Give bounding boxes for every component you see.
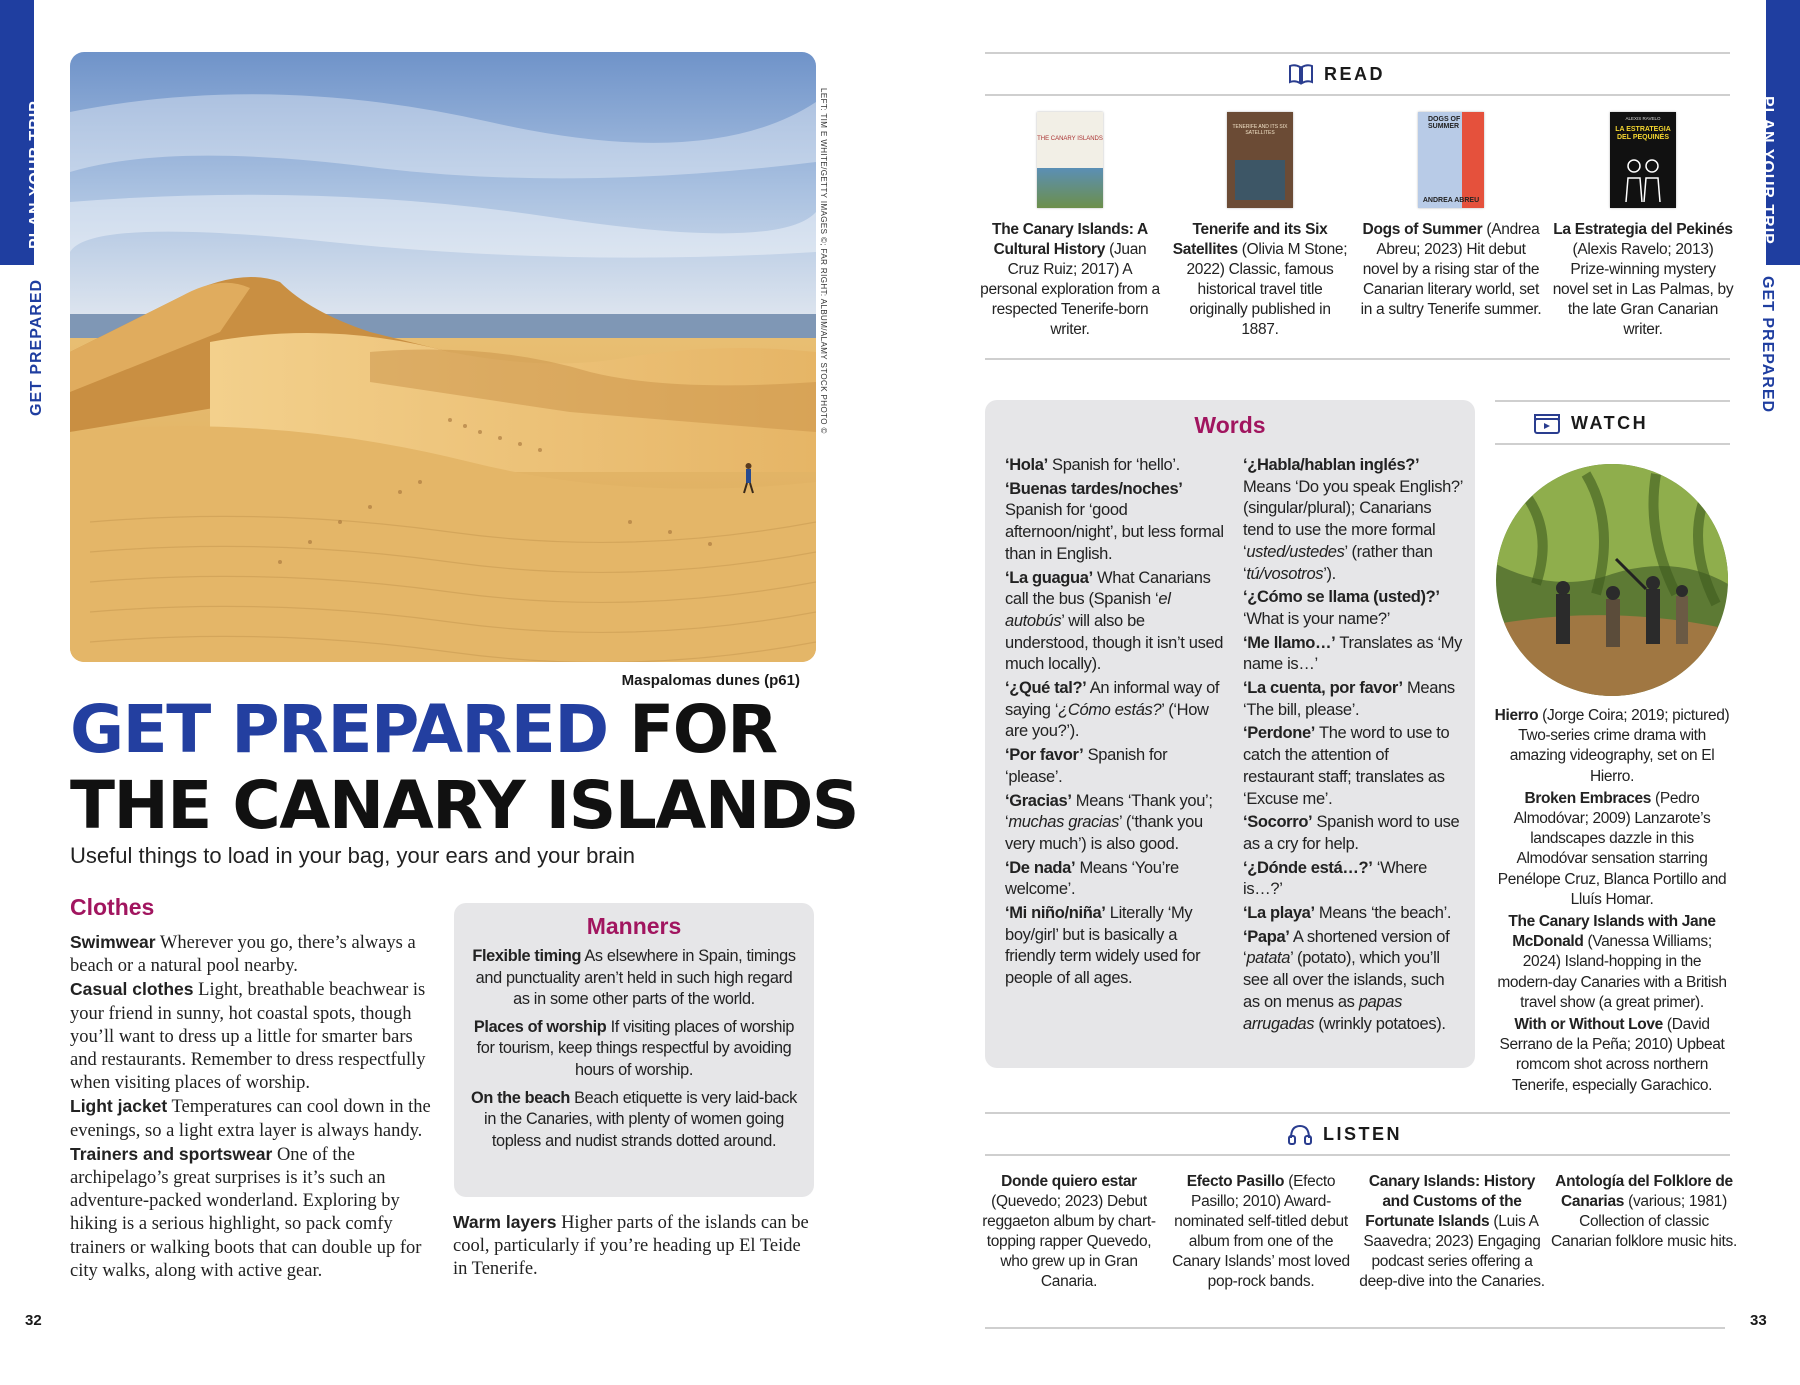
page-number-right: 33 [1750,1312,1767,1329]
side-tab-left [0,0,44,265]
watch-item: Hierro (Jorge Coira; 2019; pictured) Two-series crime drama with amazing videography, set on El Hierro. [1494,707,1730,785]
words-column-2 [1243,455,1463,1037]
clothes-item: Trainers and sportswear One of the archipelago’s great surprises is it’s such an adventure-packed wonderland. Exploring by hiking is a serious highlight, so pack comfy trainers or walking boots that can double up for city walks, along with active gear. [70,1143,422,1281]
word-entry: ‘De nada’ Means ‘You’re welcome’. [1005,858,1179,899]
manners-item: Flexible timing As elsewhere in Spain, timings and punctuality aren’t held in such high regard as in some other parts of the world. [472,947,796,1009]
manners-heading: Manners [586,913,682,939]
words-box [985,400,1475,1068]
book-item: Dogs of Summer (Andrea Abreu; 2023) Hit debut novel by a rising star of the Canarian literary world, set in a sultry Tenerife summer. [1360,221,1542,318]
word-entry: ‘Hola’ Spanish for ‘hello’. [1005,456,1180,474]
word-entry: ‘Me llamo…’ Translates as ‘My name is…’ [1243,633,1463,674]
word-entry: ‘¿Cómo se llama (usted)?’ ‘What is your name?’ [1243,588,1440,628]
divider [985,94,1730,96]
book-cover-canary-islands: THE CANARY ISLANDS [1037,112,1103,208]
side-tab-right [1759,0,1800,265]
word-entry: ‘Papa’ A shortened version of ‘patata’ (potato), which you’ll see all over the islands, such as on menus as papas arrugadas (wrinkly potatoes). [1243,927,1450,1033]
word-entry: ‘¿Qué tal?’ An informal way of saying ‘¿Cómo estás?’ (‘How are you?’). [1005,679,1220,741]
clothes-list [70,931,438,1283]
word-entry: ‘La playa’ Means ‘the beach’. [1243,904,1452,923]
manners-item: On the beach Beach etiquette is very laid-back in the Canaries, with plenty of women going topless and nudist strands dotted around. [471,1088,797,1150]
title-line1-rest: FOR [607,691,777,768]
divider [985,1327,1725,1329]
manners-box [454,903,814,1197]
word-entry: ‘Buenas tardes/noches’ Spanish for ‘good afternoon/night’, but less formal than in English. [1005,479,1224,563]
word-entry: ‘La cuenta, por favor’ Means ‘The bill, please’. [1243,679,1455,719]
divider [985,52,1730,54]
side-tab-label-left: PLAN YOUR TRIP [27,100,44,249]
book-cover-dogs-of-summer: DOGS OF SUMMER ANDREA ABREU [1418,112,1484,208]
manners-item: Places of worship If visiting places of worship for tourism, keep things respectful by avoiding hours of worship. [473,1017,795,1079]
watch-item: With or Without Love (David Serrano de la Peña; 2010) Upbeat romcom shot across northern Tenerife, especially Garachico. [1499,1016,1725,1094]
watch-still-photo [1496,464,1728,696]
listen-item: Donde quiero estar (Quevedo; 2023) Debut reggaeton album by chart-topping rapper Quevedo, who grew up in Gran Canaria. [982,1173,1156,1290]
listen-heading: LISTEN [1287,1122,1402,1146]
read-heading: READ [1288,62,1385,86]
hero-photo-dunes [70,52,816,662]
section-label-left: GET PREPARED [28,278,45,416]
book-item: Tenerife and its Six Satellites (Olivia M Stone; 2022) Classic, famous historical travel title originally published in 1887. [1172,221,1348,338]
title-line2: THE CANARY ISLANDS [70,767,858,844]
page-subtitle: Useful things to load in your bag, your ears and your brain [70,843,635,868]
cover-figures-icon [1620,156,1666,202]
words-column-1 [1005,455,1225,992]
clothes-item: Casual clothes Light, breathable beachwear is your friend in sunny, hot coastal spots, though you’ll want to dress up a little for smarter bars and restaurants. Remember to dress respectfully when visiting places of worship. [70,979,426,1094]
page-number-left: 32 [25,1312,42,1329]
word-entry: ‘Mi niño/niña’ Literally ‘My boy/girl’ but is basically a friendly term widely used for people of all ages. [1005,904,1201,988]
book-item: La Estrategia del Pekinés (Alexis Ravelo; 2013) Prize-winning mystery novel set in Las Palmas, by the late Gran Canarian writer. [1552,221,1734,338]
side-tab-label-right: PLAN YOUR TRIP [1759,96,1776,245]
word-entry: ‘¿Habla/hablan inglés?’ Means ‘Do you speak English?’ (singular/plural); Canarians tend to use the more formal ‘usted/ustedes’ (rather than ‘tú/vosotros’). [1243,456,1463,583]
word-entry: ‘La guagua’ What Canarians call the bus (Spanish ‘el autobús’ will also be understood, though it isn’t used much locally). [1005,568,1224,674]
watch-heading: WATCH [1533,411,1648,435]
dunes-illustration [70,52,816,662]
book-cover-tenerife: TENERIFE AND ITS SIX SATELLITES [1227,112,1293,208]
words-heading: Words [1194,412,1266,438]
book-item: The Canary Islands: A Cultural History (Juan Cruz Ruiz; 2017) A personal exploration from a respected Tenerife-born writer. [980,221,1160,338]
watch-item: The Canary Islands with Jane McDonald (Vanessa Williams; 2024) Island-hopping in the modern-day Canaries with a British travel show (a great primer). [1497,913,1727,1011]
divider [985,1154,1730,1156]
divider [985,358,1730,360]
headphones-icon [1287,1122,1313,1146]
divider [1495,400,1730,402]
clothes-heading: Clothes [70,894,155,920]
listen-item: Antología del Folklore de Canarias (various; 1981) Collection of classic Canarian folklore music hits. [1551,1173,1737,1250]
word-entry: ‘Perdone’ The word to use to catch the attention of restaurant staff; translates as ‘Excuse me’. [1243,724,1450,808]
word-entry: ‘Socorro’ Spanish word to use as a cry for help. [1243,813,1460,853]
divider [985,1112,1730,1114]
photo-credit: LEFT: TIM E WHITE/GETTY IMAGES ©; FAR RIGHT: ALBUM/ALAMY STOCK PHOTO © [819,88,828,434]
clothes-item: Swimwear Wherever you go, there’s always a beach or a natural pool nearby. [70,932,416,977]
word-entry: ‘¿Dónde está…?’ ‘Where is…?’ [1243,858,1427,899]
listen-item: Efecto Pasillo (Efecto Pasillo; 2010) Award-nominated self-titled debut album from one of the Canary Islands’ most loved pop-rock bands. [1172,1173,1350,1290]
warm-layers-item: Warm layers Higher parts of the islands can be cool, particularly if you’re heading up El Teide in Tenerife. [453,1212,809,1280]
clapperboard-icon [1533,411,1561,435]
divider [1495,443,1730,445]
watch-item: Broken Embraces (Pedro Almodóvar; 2009) Lanzarote’s landscapes dazzle in this Almodóvar sensation starring Penélope Cruz, Blanca Portillo and Lluís Homar. [1497,789,1727,908]
clothes-item: Light jacket Temperatures can cool down in the evenings, so a light extra layer is always handy. [70,1096,431,1141]
word-entry: ‘Por favor’ Spanish for ‘please’. [1005,746,1168,786]
word-entry: ‘Gracias’ Means ‘Thank you’; ‘muchas gracias’ (‘thank you very much’) is also good. [1005,791,1213,853]
book-cover-estrategia: ALEXIS RAVELO LA ESTRATEGIA DEL PEQUINÉS [1610,112,1676,208]
section-label-right: GET PREPARED [1759,276,1776,414]
banana-plantation-scene [1496,464,1728,696]
title-highlight: GET PREPARED [70,691,608,768]
listen-item: Canary Islands: History and Customs of the Fortunate Islands (Luis A Saavedra; 2023) Engaging podcast series offering a deep-dive into the Canaries. [1359,1173,1545,1290]
watch-list [1494,706,1730,1098]
book-icon [1288,62,1314,86]
page-title [70,692,858,844]
photo-caption: Maspalomas dunes (p61) [621,672,800,689]
